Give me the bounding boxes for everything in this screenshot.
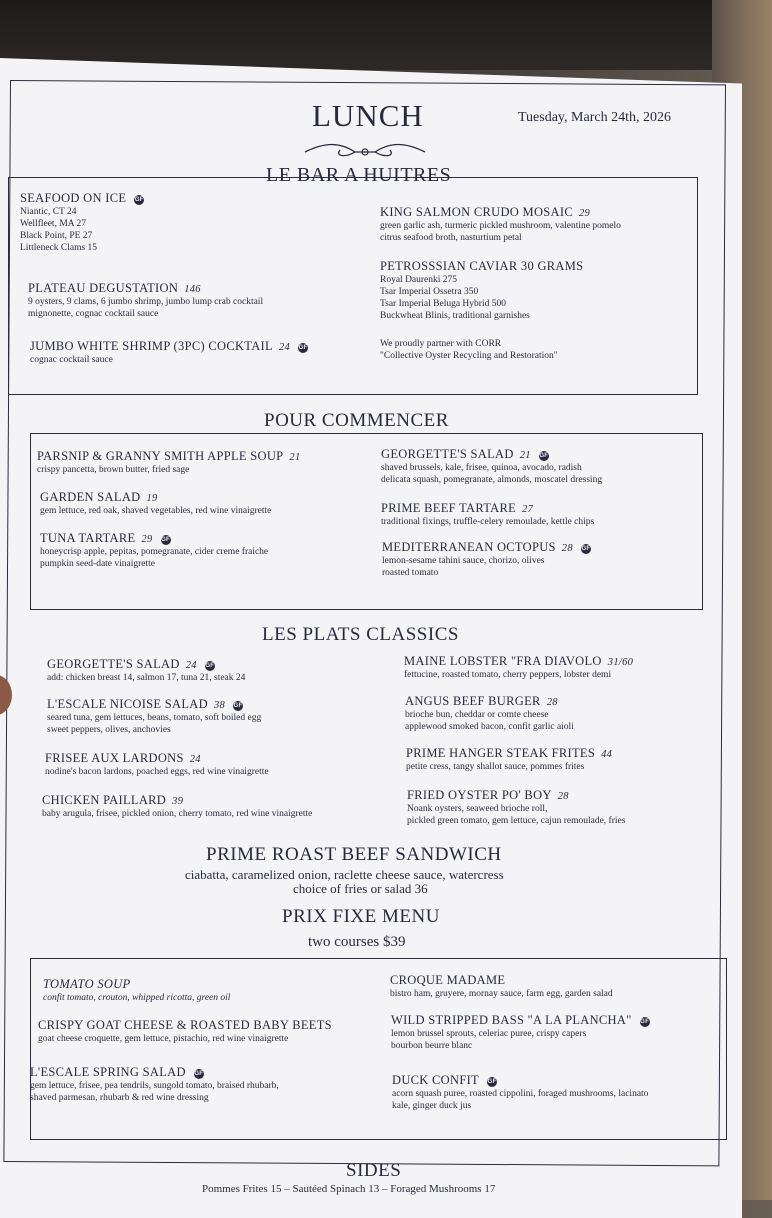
menu-item-desc: sweet peppers, olives, anchovies — [47, 725, 171, 735]
menu-item-desc: Wellfleet, MA 27 — [20, 219, 86, 229]
menu-item-desc: delicata squash, pomegranate, almonds, moscatel dressing — [381, 475, 603, 485]
menu-item-name — [407, 788, 625, 803]
menu-item-name — [404, 654, 633, 669]
menu-item-desc: add: chicken breast 14, salmon 17, tuna 21, steak 24 — [47, 673, 246, 683]
menu-item-price: 28 — [557, 791, 569, 802]
menu-title: LUNCH — [312, 98, 424, 133]
menu-item-desc: pumpkin seed-date vinaigrette — [40, 559, 156, 569]
menu-item — [40, 490, 271, 517]
menu-item — [45, 751, 269, 778]
menu-item-desc: crispy pancetta, brown butter, fried sage — [37, 465, 190, 475]
menu-item-name — [381, 447, 602, 462]
gluten-free-icon: GF — [233, 703, 243, 709]
gluten-free-icon: GF — [487, 1079, 497, 1085]
menu-item-title: ANGUS BEEF BURGER — [405, 694, 541, 708]
menu-item-title: CROQUE MADAME — [390, 973, 506, 987]
menu-item-name — [38, 1018, 332, 1033]
menu-item-desc: citrus seafood broth, nasturtium petal — [380, 233, 522, 243]
menu-item-name — [392, 1073, 648, 1088]
menu-item-desc: mignonette, cognac cocktail sauce — [28, 309, 159, 319]
menu-item-desc: lemon brussel sprouts, celeriac puree, crispy capers — [391, 1029, 587, 1039]
menu-item-name — [47, 697, 261, 712]
commencer-heading: POUR COMMENCER — [264, 410, 449, 431]
menu-item — [382, 540, 591, 579]
sides-heading: SIDES — [346, 1160, 402, 1181]
flourish-ornament — [300, 140, 430, 164]
menu-item-desc: Littleneck Clams 15 — [20, 243, 98, 253]
menu-item-name — [380, 205, 621, 220]
menu-item-title: CHICKEN PAILLARD — [42, 793, 167, 807]
menu-item-desc: bourbon beurre blanc — [391, 1041, 473, 1051]
menu-item-desc: Tsar Imperial Beluga Hybrid 500 — [380, 299, 506, 309]
gluten-free-icon: GF — [194, 1071, 204, 1077]
menu-item-title: PRIME HANGER STEAK FRITES — [406, 746, 596, 760]
menu-item-desc: traditional fixings, truffle-celery remoulade, kettle chips — [381, 517, 595, 527]
menu-item-title: TUNA TARTARE — [40, 531, 136, 545]
menu-item-desc: 9 oysters, 9 clams, 6 jumbo shrimp, jumbo lump crab cocktail — [28, 297, 264, 307]
gluten-free-icon: GF — [134, 197, 144, 203]
menu-item-name — [40, 490, 271, 505]
prix-fixe-sub: two courses $39 — [308, 934, 406, 950]
menu-item-title: FRIED OYSTER PO' BOY — [407, 788, 552, 802]
menu-item-desc: goat cheese croquette, gem lettuce, pistachio, red wine vinaigrette — [38, 1034, 289, 1044]
menu-item — [47, 657, 245, 684]
menu-item — [42, 793, 312, 820]
menu-item-desc: "Collective Oyster Recycling and Restoration" — [380, 351, 558, 361]
menu-item-title: MAINE LOBSTER "FRA DIAVOLO — [404, 654, 602, 668]
menu-item-name — [47, 657, 245, 672]
menu-item-desc: nodine's bacon lardons, poached eggs, red wine vinaigrette — [45, 767, 269, 777]
menu-item-desc: lemon-sesame tahini sauce, chorizo, olives — [382, 556, 545, 566]
menu-item — [391, 1013, 650, 1052]
menu-item-price: 146 — [184, 284, 201, 295]
menu-item-desc: green garlic ash, turmeric pickled mushroom, valentine pomelo — [380, 221, 621, 231]
menu-item — [380, 338, 558, 362]
menu-item-title: PRIME BEEF TARTARE — [381, 501, 517, 515]
sides-line: Pommes Frites 15 – Sautéed Spinach 13 – Foraged Mushrooms 17 — [202, 1183, 496, 1195]
gluten-free-icon: GF — [539, 453, 549, 459]
menu-item-price: 29 — [141, 534, 153, 545]
menu-item-name — [382, 540, 591, 555]
menu-item-title: JUMBO WHITE SHRIMP (3PC) COCKTAIL — [30, 339, 273, 353]
menu-item-name — [380, 259, 583, 274]
menu-item — [30, 339, 308, 366]
menu-item-name — [28, 281, 263, 296]
sandwich-desc-2: choice of fries or salad 36 — [293, 881, 428, 896]
menu-item-desc: brioche bun, cheddar or comte cheese — [405, 710, 549, 720]
menu-item-title: L'ESCALE NICOISE SALAD — [47, 697, 208, 711]
menu-item-desc: We proudly partner with CORR — [380, 339, 502, 349]
gluten-free-icon: GF — [581, 546, 591, 552]
menu-item-price: 24 — [189, 754, 201, 765]
menu-item-name — [405, 694, 574, 709]
menu-item — [406, 746, 612, 773]
menu-item-name — [37, 449, 301, 464]
menu-item-title: MEDITERRANEAN OCTOPUS — [382, 540, 556, 554]
menu-item-title: PLATEAU DEGUSTATION — [28, 281, 179, 295]
menu-item — [407, 788, 625, 827]
menu-item-name — [390, 973, 613, 988]
menu-item-price: 31/60 — [607, 657, 634, 668]
menu-item-name — [30, 1065, 279, 1080]
menu-item-desc: roasted tomato — [382, 568, 439, 578]
menu-item-title: WILD STRIPPED BASS "A LA PLANCHA" — [391, 1013, 632, 1027]
menu-item-name — [391, 1013, 650, 1028]
menu-item — [405, 694, 574, 733]
menu-item-title: PARSNIP & GRANNY SMITH APPLE SOUP — [37, 449, 284, 463]
menu-item-desc: seared tuna, gem lettuces, beans, tomato, soft boiled egg — [47, 713, 262, 723]
menu-item-name — [42, 793, 312, 808]
menu-item-title: CRISPY GOAT CHEESE & ROASTED BABY BEETS — [38, 1018, 332, 1032]
menu-item-name — [20, 191, 144, 206]
menu-item-price: 29 — [578, 208, 591, 219]
menu-item-title: KING SALMON CRUDO MOSAIC — [380, 205, 573, 219]
menu-item — [47, 697, 261, 736]
menu-item-title: PETROSSSIAN CAVIAR 30 GRAMS — [380, 259, 584, 273]
menu-item-title: GEORGETTE'S SALAD — [47, 657, 180, 671]
menu-item-desc: confit tomato, crouton, whipped ricotta, green oil — [43, 993, 231, 1003]
menu-item-desc: gem lettuce, red oak, shaved vegetables, red wine vinaigrette — [40, 506, 272, 516]
menu-item — [380, 259, 583, 322]
menu-item-desc: baby arugula, frisee, pickled onion, cherry tomato, red wine vinaigrette — [42, 809, 313, 819]
menu-item — [381, 447, 602, 486]
menu-item — [404, 654, 633, 681]
menu-item-desc: pickled green tomato, gem lettuce, cajun remoulade, fries — [407, 816, 626, 826]
menu-item-price: 28 — [546, 697, 558, 708]
menu-item-name — [43, 977, 230, 992]
menu-item-price: 21 — [519, 450, 531, 461]
menu-item-price: 24 — [278, 342, 291, 353]
menu-item-desc: shaved brussels, kale, frisee, quinoa, avocado, radish — [381, 463, 582, 473]
menu-item-price: 39 — [172, 796, 184, 807]
menu-item-desc: Niantic, CT 24 — [20, 207, 77, 217]
menu-item-desc: Buckwheat Blinis, traditional garnishes — [380, 311, 530, 321]
menu-item-title: TOMATO SOUP — [43, 977, 131, 991]
background-top — [0, 0, 772, 70]
menu-item — [40, 531, 268, 570]
gluten-free-icon: GF — [205, 663, 215, 669]
menu-item-name — [45, 751, 269, 766]
menu-item-desc: Royal Daurenki 275 — [380, 275, 458, 285]
menu-item — [392, 1073, 648, 1112]
menu-item-title: SEAFOOD ON ICE — [20, 191, 127, 205]
menu-item — [381, 501, 594, 528]
menu-item-desc: kale, ginger duck jus — [392, 1101, 472, 1111]
menu-item-name — [30, 339, 308, 354]
menu-item-desc: acorn squash puree, roasted cippolini, foraged mushrooms, lacinato — [392, 1089, 649, 1099]
menu-item-name — [40, 531, 268, 546]
gluten-free-icon: GF — [298, 345, 308, 351]
menu-item — [20, 191, 144, 254]
gluten-free-icon: GF — [640, 1019, 650, 1025]
menu-item — [380, 205, 621, 244]
menu-item-title: GEORGETTE'S SALAD — [381, 447, 514, 461]
menu-item-name — [381, 501, 594, 516]
sandwich-desc-1: ciabatta, caramelized onion, raclette cheese sauce, watercress — [185, 867, 504, 882]
menu-item-desc: bistro ham, gruyere, mornay sauce, farm egg, garden salad — [390, 989, 613, 999]
menu-item-desc: cognac cocktail sauce — [30, 355, 113, 365]
menu-item-desc: applewood smoked bacon, confit garlic aioli — [405, 722, 574, 732]
menu-item-desc: Noank oysters, seaweed brioche roll, — [407, 804, 548, 814]
prix-fixe-heading: PRIX FIXE MENU — [282, 906, 440, 927]
menu-item-name — [406, 746, 612, 761]
plats-heading: LES PLATS CLASSICS — [262, 624, 459, 645]
menu-item-price: 21 — [289, 452, 301, 463]
menu-item-desc: Tsar Imperial Ossetra 350 — [380, 287, 479, 297]
menu-date: Tuesday, March 24th, 2026 — [518, 110, 671, 125]
menu-item-desc: petite cress, tangy shallot sauce, pommes frites — [406, 762, 585, 772]
menu-item-price: 19 — [146, 493, 158, 504]
menu-item-desc: honeycrisp apple, pepitas, pomegranate, cider creme fraiche — [40, 547, 269, 557]
menu-item-desc: shaved parmesan, rhubarb & red wine dressing — [30, 1093, 209, 1103]
menu-item — [390, 973, 613, 1000]
menu-item — [38, 1018, 332, 1045]
menu-item-desc: gem lettuce, frisee, pea tendrils, sungold tomato, braised rhubarb, — [30, 1081, 279, 1091]
gluten-free-icon: GF — [161, 537, 170, 543]
menu-item-title: GARDEN SALAD — [40, 490, 141, 504]
menu-item — [37, 449, 301, 476]
menu-item-desc: fettucine, roasted tomato, cherry peppers, lobster demi — [404, 670, 612, 680]
menu-item-price: 38 — [213, 700, 226, 711]
menu-item-title: L'ESCALE SPRING SALAD — [30, 1065, 186, 1079]
raw-bar-heading: LE BAR A HUITRES — [266, 164, 452, 186]
menu-item-desc: Black Point, PE 27 — [20, 231, 93, 241]
menu-item-price: 28 — [561, 543, 573, 554]
menu-item — [28, 281, 263, 320]
menu-item-title: FRISEE AUX LARDONS — [45, 751, 184, 765]
menu-item-price: 24 — [185, 660, 197, 671]
menu-item — [43, 977, 230, 1004]
menu-item — [30, 1065, 279, 1104]
menu-item-price: 44 — [601, 749, 613, 760]
sandwich-heading: PRIME ROAST BEEF SANDWICH — [206, 844, 502, 865]
menu-item-price: 27 — [522, 504, 534, 515]
menu-item-title: DUCK CONFIT — [392, 1073, 479, 1087]
